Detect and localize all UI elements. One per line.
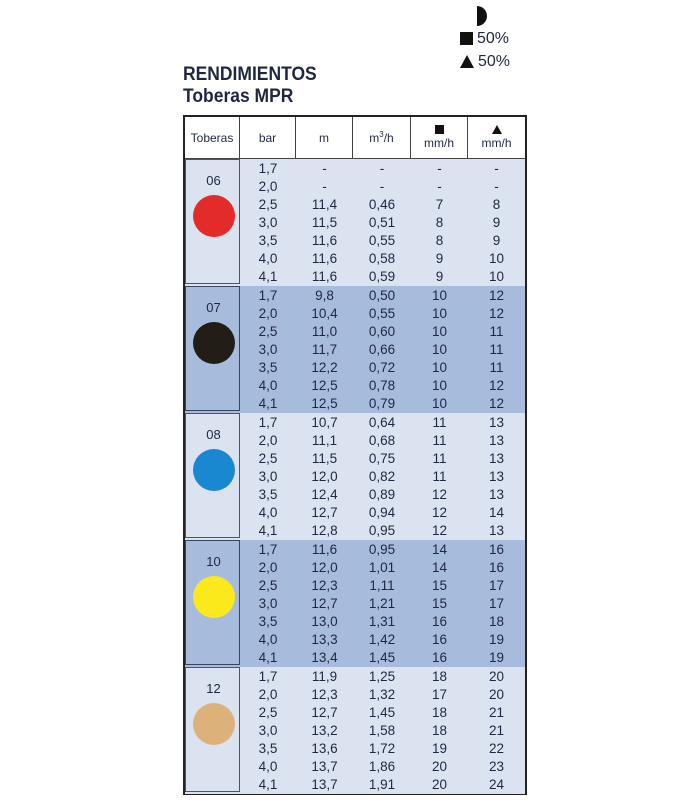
cell-triangle-precip: 9 [492, 233, 501, 248]
cell-flow: 0,95 [368, 542, 396, 557]
cell-triangle-precip: 8 [492, 197, 501, 212]
cell-triangle-precip: 9 [492, 215, 501, 230]
cell-triangle-precip: 24 [488, 777, 505, 792]
table-row [240, 468, 525, 486]
cell-flow: - [379, 161, 385, 176]
header-square-precip: mm/h [411, 117, 468, 158]
legend [455, 4, 545, 73]
cell-square-precip: 14 [431, 560, 448, 575]
table-header [185, 117, 525, 159]
cell-triangle-precip: - [494, 161, 499, 176]
cell-flow: - [379, 179, 385, 194]
cell-bar: 3,0 [258, 469, 278, 484]
header-triangle-precip: mm/h [468, 117, 525, 158]
cell-radius: 11,4 [311, 197, 338, 212]
legend-square [455, 27, 545, 50]
nozzle-label: 12 [206, 681, 221, 696]
nozzle-cell [185, 286, 240, 411]
cell-triangle-precip: 21 [488, 705, 505, 720]
nozzle-color-dot [193, 576, 235, 618]
cell-bar: 3,5 [258, 741, 278, 756]
nozzle-group [185, 286, 525, 413]
nozzle-group [185, 413, 525, 540]
table-row [240, 287, 525, 305]
cell-flow: 0,72 [368, 360, 396, 375]
cell-triangle-precip: 13 [488, 433, 505, 448]
half-circle-icon [477, 6, 488, 26]
cell-radius: 13,7 [311, 759, 338, 774]
table-row [240, 613, 525, 631]
cell-radius: 12,7 [311, 505, 338, 520]
cell-flow: 0,55 [368, 233, 396, 248]
cell-bar: 4,0 [258, 378, 278, 393]
table-row [240, 631, 525, 649]
cell-triangle-precip: 19 [488, 650, 505, 665]
cell-bar: 4,1 [258, 777, 278, 792]
cell-flow: 0,79 [368, 396, 396, 411]
cell-radius: 12,2 [311, 360, 338, 375]
table-row [240, 414, 525, 432]
cell-square-precip: 11 [432, 469, 447, 484]
table-row [240, 649, 525, 667]
table-row [240, 196, 525, 214]
cell-square-precip: 17 [431, 687, 448, 702]
cell-square-precip: 10 [431, 324, 448, 339]
cell-square-precip: 10 [431, 360, 448, 375]
cell-triangle-precip: 13 [488, 523, 505, 538]
table-row [240, 686, 525, 704]
cell-square-precip: 16 [431, 650, 448, 665]
cell-radius: 9,8 [315, 288, 334, 303]
cell-bar: 1,7 [258, 161, 278, 176]
cell-square-precip: 10 [431, 396, 448, 411]
cell-bar: 3,5 [258, 614, 278, 629]
table-row [240, 268, 525, 286]
cell-square-precip: 20 [431, 777, 448, 792]
cell-triangle-precip: 13 [488, 469, 505, 484]
cell-triangle-precip: 13 [488, 487, 505, 502]
cell-flow: 1,58 [368, 723, 396, 738]
cell-bar: 4,1 [258, 523, 278, 538]
cell-square-precip: 9 [435, 269, 444, 284]
cell-square-precip: 20 [431, 759, 448, 774]
cell-radius: 10,7 [311, 415, 338, 430]
cell-radius: 12,5 [311, 378, 338, 393]
cell-radius: 11,9 [311, 669, 338, 684]
cell-bar: 2,5 [258, 578, 278, 593]
cell-square-precip: 14 [431, 542, 448, 557]
cell-radius: - [322, 161, 327, 176]
legend-square-label: 50% [477, 29, 510, 47]
cell-square-precip: 9 [435, 251, 444, 266]
nozzle-color-dot [193, 322, 235, 364]
cell-radius: 12,3 [311, 687, 338, 702]
cell-triangle-precip: 11 [489, 342, 504, 357]
cell-square-precip: 19 [431, 741, 448, 756]
cell-flow: 0,68 [368, 433, 396, 448]
cell-flow: 1,45 [368, 705, 396, 720]
cell-bar: 2,0 [258, 560, 278, 575]
table-row [240, 359, 525, 377]
page-title [183, 64, 328, 108]
nozzle-color-dot [193, 703, 235, 745]
table-row [240, 740, 525, 758]
header-radius: m [296, 117, 353, 158]
cell-bar: 1,7 [258, 415, 278, 430]
cell-triangle-precip: 21 [488, 723, 505, 738]
cell-triangle-precip: - [494, 179, 499, 194]
nozzle-label: 07 [206, 300, 221, 315]
cell-square-precip: 10 [431, 378, 448, 393]
cell-square-precip: 8 [435, 233, 444, 248]
table-row [240, 341, 525, 359]
cell-flow: 1,25 [368, 669, 396, 684]
cell-radius: 12,7 [311, 705, 338, 720]
cell-square-precip: 12 [431, 505, 448, 520]
cell-radius: 10,4 [311, 306, 338, 321]
table-row [240, 395, 525, 413]
table-row [240, 668, 525, 686]
cell-square-precip: 18 [431, 723, 448, 738]
header-nozzle: Toberas [185, 117, 240, 158]
nozzle-label: 06 [206, 173, 221, 188]
cell-bar: 1,7 [258, 288, 278, 303]
cell-radius: 11,6 [311, 269, 338, 284]
cell-radius: 12,7 [311, 596, 338, 611]
cell-square-precip: 18 [431, 669, 448, 684]
header-bar: bar [240, 117, 296, 158]
cell-bar: 3,5 [258, 233, 278, 248]
cell-bar: 4,1 [258, 396, 278, 411]
cell-radius: 12,0 [311, 469, 338, 484]
nozzle-cell [185, 540, 240, 665]
cell-flow: 0,89 [368, 487, 396, 502]
cell-flow: 1,01 [368, 560, 396, 575]
nozzle-group [185, 159, 525, 286]
nozzle-color-dot [193, 449, 235, 491]
cell-radius: 12,0 [311, 560, 338, 575]
cell-radius: 11,5 [311, 451, 338, 466]
nozzle-color-dot [193, 195, 235, 237]
cell-bar: 2,0 [258, 687, 278, 702]
cell-triangle-precip: 12 [488, 306, 505, 321]
cell-flow: 1,32 [368, 687, 396, 702]
cell-triangle-precip: 13 [488, 451, 505, 466]
legend-triangle [455, 50, 545, 73]
cell-flow: 0,94 [368, 505, 396, 520]
cell-bar: 4,0 [258, 505, 278, 520]
cell-square-precip: 11 [432, 415, 447, 430]
cell-flow: 1,31 [368, 614, 396, 629]
cell-triangle-precip: 12 [488, 396, 505, 411]
cell-triangle-precip: 19 [488, 632, 505, 647]
cell-triangle-precip: 14 [488, 505, 505, 520]
cell-flow: 0,66 [368, 342, 396, 357]
cell-flow: 0,46 [368, 197, 396, 212]
table-row [240, 559, 525, 577]
nozzle-label: 10 [206, 554, 221, 569]
nozzle-cell [185, 667, 240, 792]
cell-triangle-precip: 11 [489, 360, 504, 375]
table-row [240, 232, 525, 250]
cell-triangle-precip: 20 [488, 687, 505, 702]
cell-radius: 12,3 [311, 578, 338, 593]
cell-flow: 1,91 [368, 777, 396, 792]
cell-flow: 1,86 [368, 759, 396, 774]
cell-radius: 12,5 [311, 396, 338, 411]
cell-radius: 13,6 [311, 741, 338, 756]
cell-square-precip: 12 [431, 487, 448, 502]
cell-square-precip: 7 [435, 197, 444, 212]
table-row [240, 450, 525, 468]
cell-radius: 11,6 [311, 233, 338, 248]
cell-square-precip: 8 [435, 215, 444, 230]
title-line-2: Toberas MPR [183, 86, 294, 107]
cell-bar: 4,0 [258, 632, 278, 647]
cell-flow: 0,51 [368, 215, 396, 230]
triangle-icon [460, 55, 474, 68]
cell-bar: 2,0 [258, 306, 278, 321]
cell-bar: 3,0 [258, 342, 278, 357]
cell-bar: 3,0 [258, 723, 278, 738]
cell-radius: 13,2 [311, 723, 338, 738]
cell-triangle-precip: 17 [488, 578, 505, 593]
cell-triangle-precip: 12 [488, 288, 505, 303]
table-row [240, 541, 525, 559]
cell-triangle-precip: 23 [488, 759, 505, 774]
cell-triangle-precip: 17 [488, 596, 505, 611]
cell-triangle-precip: 10 [488, 269, 505, 284]
legend-triangle-label: 50% [478, 52, 511, 70]
cell-bar: 4,1 [258, 650, 278, 665]
cell-bar: 4,1 [258, 269, 278, 284]
cell-flow: 1,21 [368, 596, 396, 611]
cell-square-precip: 12 [431, 523, 448, 538]
nozzle-group [185, 667, 525, 794]
cell-flow: 0,95 [368, 523, 396, 538]
cell-radius: 11,6 [311, 542, 338, 557]
table-row [240, 577, 525, 595]
cell-square-precip: - [437, 161, 442, 176]
triangle-icon [492, 125, 502, 134]
legend-half-circle [455, 4, 545, 27]
cell-radius: 11,7 [311, 342, 338, 357]
cell-bar: 3,5 [258, 487, 278, 502]
cell-square-precip: 18 [431, 705, 448, 720]
cell-square-precip: 11 [432, 451, 447, 466]
title-line-1: RENDIMIENTOS [183, 64, 317, 85]
cell-square-precip: 10 [431, 288, 448, 303]
cell-radius: 11,6 [311, 251, 338, 266]
table-row [240, 250, 525, 268]
header-flow: $m^3/h$ [353, 117, 411, 158]
table-row [240, 178, 525, 196]
cell-triangle-precip: 10 [488, 251, 505, 266]
cell-bar: 4,0 [258, 251, 278, 266]
cell-radius: 12,4 [311, 487, 338, 502]
table-row [240, 704, 525, 722]
cell-square-precip: 16 [431, 632, 448, 647]
cell-radius: - [322, 179, 327, 194]
cell-flow: 0,82 [368, 469, 396, 484]
cell-triangle-precip: 20 [488, 669, 505, 684]
table-row [240, 758, 525, 776]
cell-radius: 11,5 [311, 215, 338, 230]
cell-bar: 1,7 [258, 542, 278, 557]
cell-bar: 3,0 [258, 596, 278, 611]
cell-radius: 12,8 [311, 523, 338, 538]
cell-radius: 13,3 [311, 632, 338, 647]
cell-radius: 13,0 [311, 614, 338, 629]
cell-triangle-precip: 12 [488, 378, 505, 393]
cell-square-precip: 15 [431, 578, 448, 593]
nozzle-group [185, 540, 525, 667]
cell-flow: 0,58 [368, 251, 396, 266]
cell-flow: 0,60 [368, 324, 396, 339]
cell-flow: 1,42 [368, 632, 396, 647]
cell-flow: 0,64 [368, 415, 396, 430]
cell-flow: 0,50 [368, 288, 396, 303]
table-row [240, 522, 525, 540]
cell-radius: 13,4 [311, 650, 338, 665]
cell-square-precip: 10 [431, 342, 448, 357]
performance-table [183, 115, 527, 795]
cell-flow: 1,45 [368, 650, 396, 665]
cell-triangle-precip: 16 [488, 560, 505, 575]
table-row [240, 504, 525, 522]
cell-bar: 2,5 [258, 705, 278, 720]
cell-bar: 2,0 [258, 179, 278, 194]
cell-triangle-precip: 11 [489, 324, 504, 339]
nozzle-cell [185, 413, 240, 538]
table-row [240, 432, 525, 450]
cell-flow: 0,59 [368, 269, 396, 284]
cell-radius: 11,1 [311, 433, 338, 448]
cell-flow: 1,11 [369, 578, 395, 593]
cell-bar: 1,7 [258, 669, 278, 684]
cell-flow: 0,55 [368, 306, 396, 321]
cell-square-precip: 16 [431, 614, 448, 629]
cell-bar: 2,5 [258, 451, 278, 466]
square-icon [435, 125, 444, 134]
table-row [240, 214, 525, 232]
cell-flow: 0,78 [368, 378, 396, 393]
cell-bar: 3,5 [258, 360, 278, 375]
table-row [240, 323, 525, 341]
cell-radius: 13,7 [311, 777, 338, 792]
table-row [240, 377, 525, 395]
cell-radius: 11,0 [311, 324, 338, 339]
cell-flow: 0,75 [368, 451, 396, 466]
cell-bar: 2,5 [258, 324, 278, 339]
cell-bar: 4,0 [258, 759, 278, 774]
table-row [240, 776, 525, 794]
cell-triangle-precip: 13 [488, 415, 505, 430]
square-icon [460, 32, 473, 45]
cell-square-precip: 11 [432, 433, 447, 448]
cell-bar: 3,0 [258, 215, 278, 230]
cell-square-precip: 15 [431, 596, 448, 611]
cell-square-precip: - [437, 179, 442, 194]
table-row [240, 160, 525, 178]
cell-square-precip: 10 [431, 306, 448, 321]
cell-bar: 2,5 [258, 197, 278, 212]
cell-flow: 1,72 [368, 741, 396, 756]
table-row [240, 305, 525, 323]
cell-bar: 2,0 [258, 433, 278, 448]
cell-triangle-precip: 18 [488, 614, 505, 629]
cell-triangle-precip: 22 [488, 741, 505, 756]
nozzle-label: 08 [206, 427, 221, 442]
table-row [240, 486, 525, 504]
nozzle-cell [185, 159, 240, 284]
cell-triangle-precip: 16 [488, 542, 505, 557]
table-row [240, 595, 525, 613]
table-row [240, 722, 525, 740]
